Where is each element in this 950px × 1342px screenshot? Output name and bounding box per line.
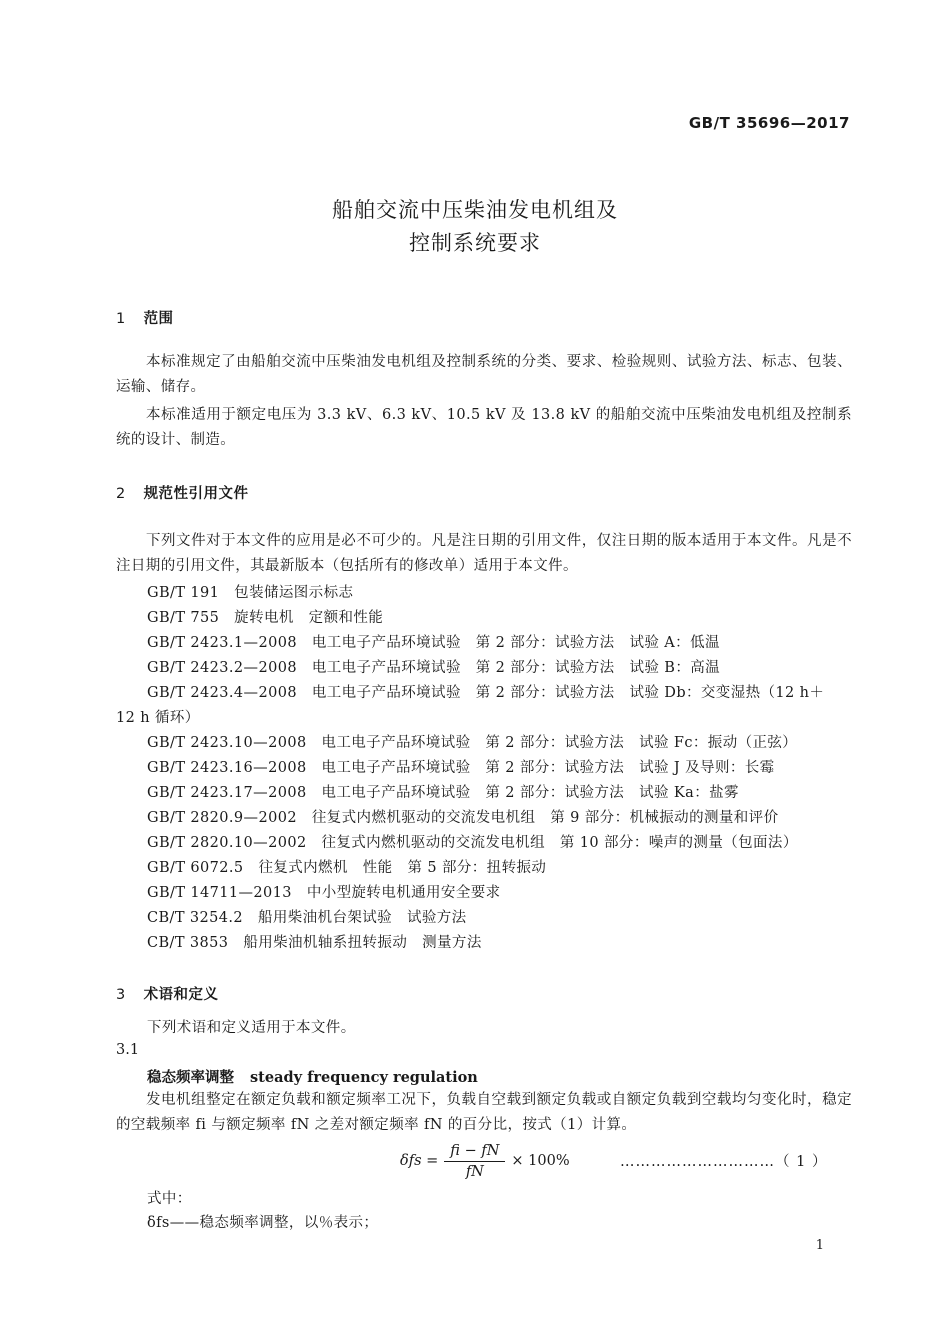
section-number: 2 [116,486,126,502]
reference-item: GB/T 6072.5 往复式内燃机 性能 第 5 部分：扭转振动 [147,860,547,876]
section-2-heading [116,482,249,503]
formula-numerator: fi − fN [444,1143,505,1162]
standard-code: GB/T 35696—2017 [688,114,850,132]
term-entry [147,1066,478,1087]
section-title: 术语和定义 [143,987,219,1003]
formula-lhs: δfs = [400,1153,439,1169]
reference-item: GB/T 755 旋转电机 定额和性能 [147,610,384,626]
reference-item: GB/T 2423.10—2008 电工电子产品环境试验 第 2 部分：试验方法 试验 Fc：振动（正弦） [147,735,798,751]
reference-item: CB/T 3853 船用柴油机轴系扭转振动 测量方法 [147,935,482,951]
reference-item: GB/T 191 包装储运图示标志 [147,585,354,601]
section-1-paragraph-2: 本标准适用于额定电压为 3.3 kV、6.3 kV、10.5 kV 及 13.8 kV 的船舶交流中压柴油发电机组及控制系统的设计、制造。 [116,407,852,448]
reference-item-continuation: 12 h 循环） [116,710,200,726]
reference-item: GB/T 2423.16—2008 电工电子产品环境试验 第 2 部分：试验方法 试验 J 及导则：长霉 [147,760,775,776]
where-label: 式中： [147,1191,192,1207]
formula-rhs: × 100% [511,1153,570,1169]
section-number: 1 [116,311,126,327]
reference-item: GB/T 2423.4—2008 电工电子产品环境试验 第 2 部分：试验方法 试验 Db：交变湿热（12 h＋ [147,685,825,701]
reference-item: GB/T 14711—2013 中小型旋转电机通用安全要求 [147,885,501,901]
section-1-heading [116,307,174,328]
reference-item: GB/T 2423.17—2008 电工电子产品环境试验 第 2 部分：试验方法 试验 Ka：盐雾 [147,785,739,801]
section-1-paragraph-1: 本标准规定了由船舶交流中压柴油发电机组及控制系统的分类、要求、检验规则、试验方法、标志、包装、运输、储存。 [116,354,852,395]
reference-item: GB/T 2820.9—2002 往复式内燃机驱动的交流发电机组 第 9 部分：机械振动的测量和评价 [147,810,779,826]
equation-label: …………………………（ 1 ） [620,1154,828,1170]
section-2-intro: 下列文件对于本文件的应用是必不可少的。凡是注日期的引用文件，仅注日期的版本适用于本文件。凡是不注日期的引用文件，其最新版本（包括所有的修改单）适用于本文件。 [116,533,852,574]
formula-1 [400,1138,570,1184]
reference-item: CB/T 3254.2 船用柴油机台架试验 试验方法 [147,910,467,926]
section-3-intro: 下列术语和定义适用于本文件。 [147,1020,356,1036]
document-title-line1: 船舶交流中压柴油发电机组及 [332,198,618,222]
formula-denominator: fN [465,1163,484,1180]
section-3-heading [116,983,219,1004]
term-english: steady frequency regulation [250,1069,478,1086]
formula-fraction [444,1143,505,1180]
section-title: 规范性引用文件 [143,486,249,502]
section-title: 范围 [143,311,174,327]
where-item: δfs——稳态频率调整，以％表示； [147,1215,379,1231]
reference-item: GB/T 2820.10—2002 往复式内燃机驱动的交流发电机组 第 10 部分：噪声的测量（包面法） [147,835,798,851]
reference-item: GB/T 2423.2—2008 电工电子产品环境试验 第 2 部分：试验方法 试验 B：高温 [147,660,721,676]
section-number: 3 [116,987,126,1003]
term-chinese: 稳态频率调整 [147,1070,234,1086]
term-definition: 发电机组整定在额定负载和额定频率工况下，负载自空载到额定负载或自额定负载到空载均匀变化时，稳定的空载频率 fi 与额定频率 fN 之差对额定频率 fN 的百分比，按式（1）计算。 [116,1092,852,1133]
document-title-line2: 控制系统要求 [409,231,541,255]
subclause-number: 3.1 [116,1042,140,1058]
page-number: 1 [815,1238,824,1253]
reference-item: GB/T 2423.1—2008 电工电子产品环境试验 第 2 部分：试验方法 试验 A：低温 [147,635,720,651]
